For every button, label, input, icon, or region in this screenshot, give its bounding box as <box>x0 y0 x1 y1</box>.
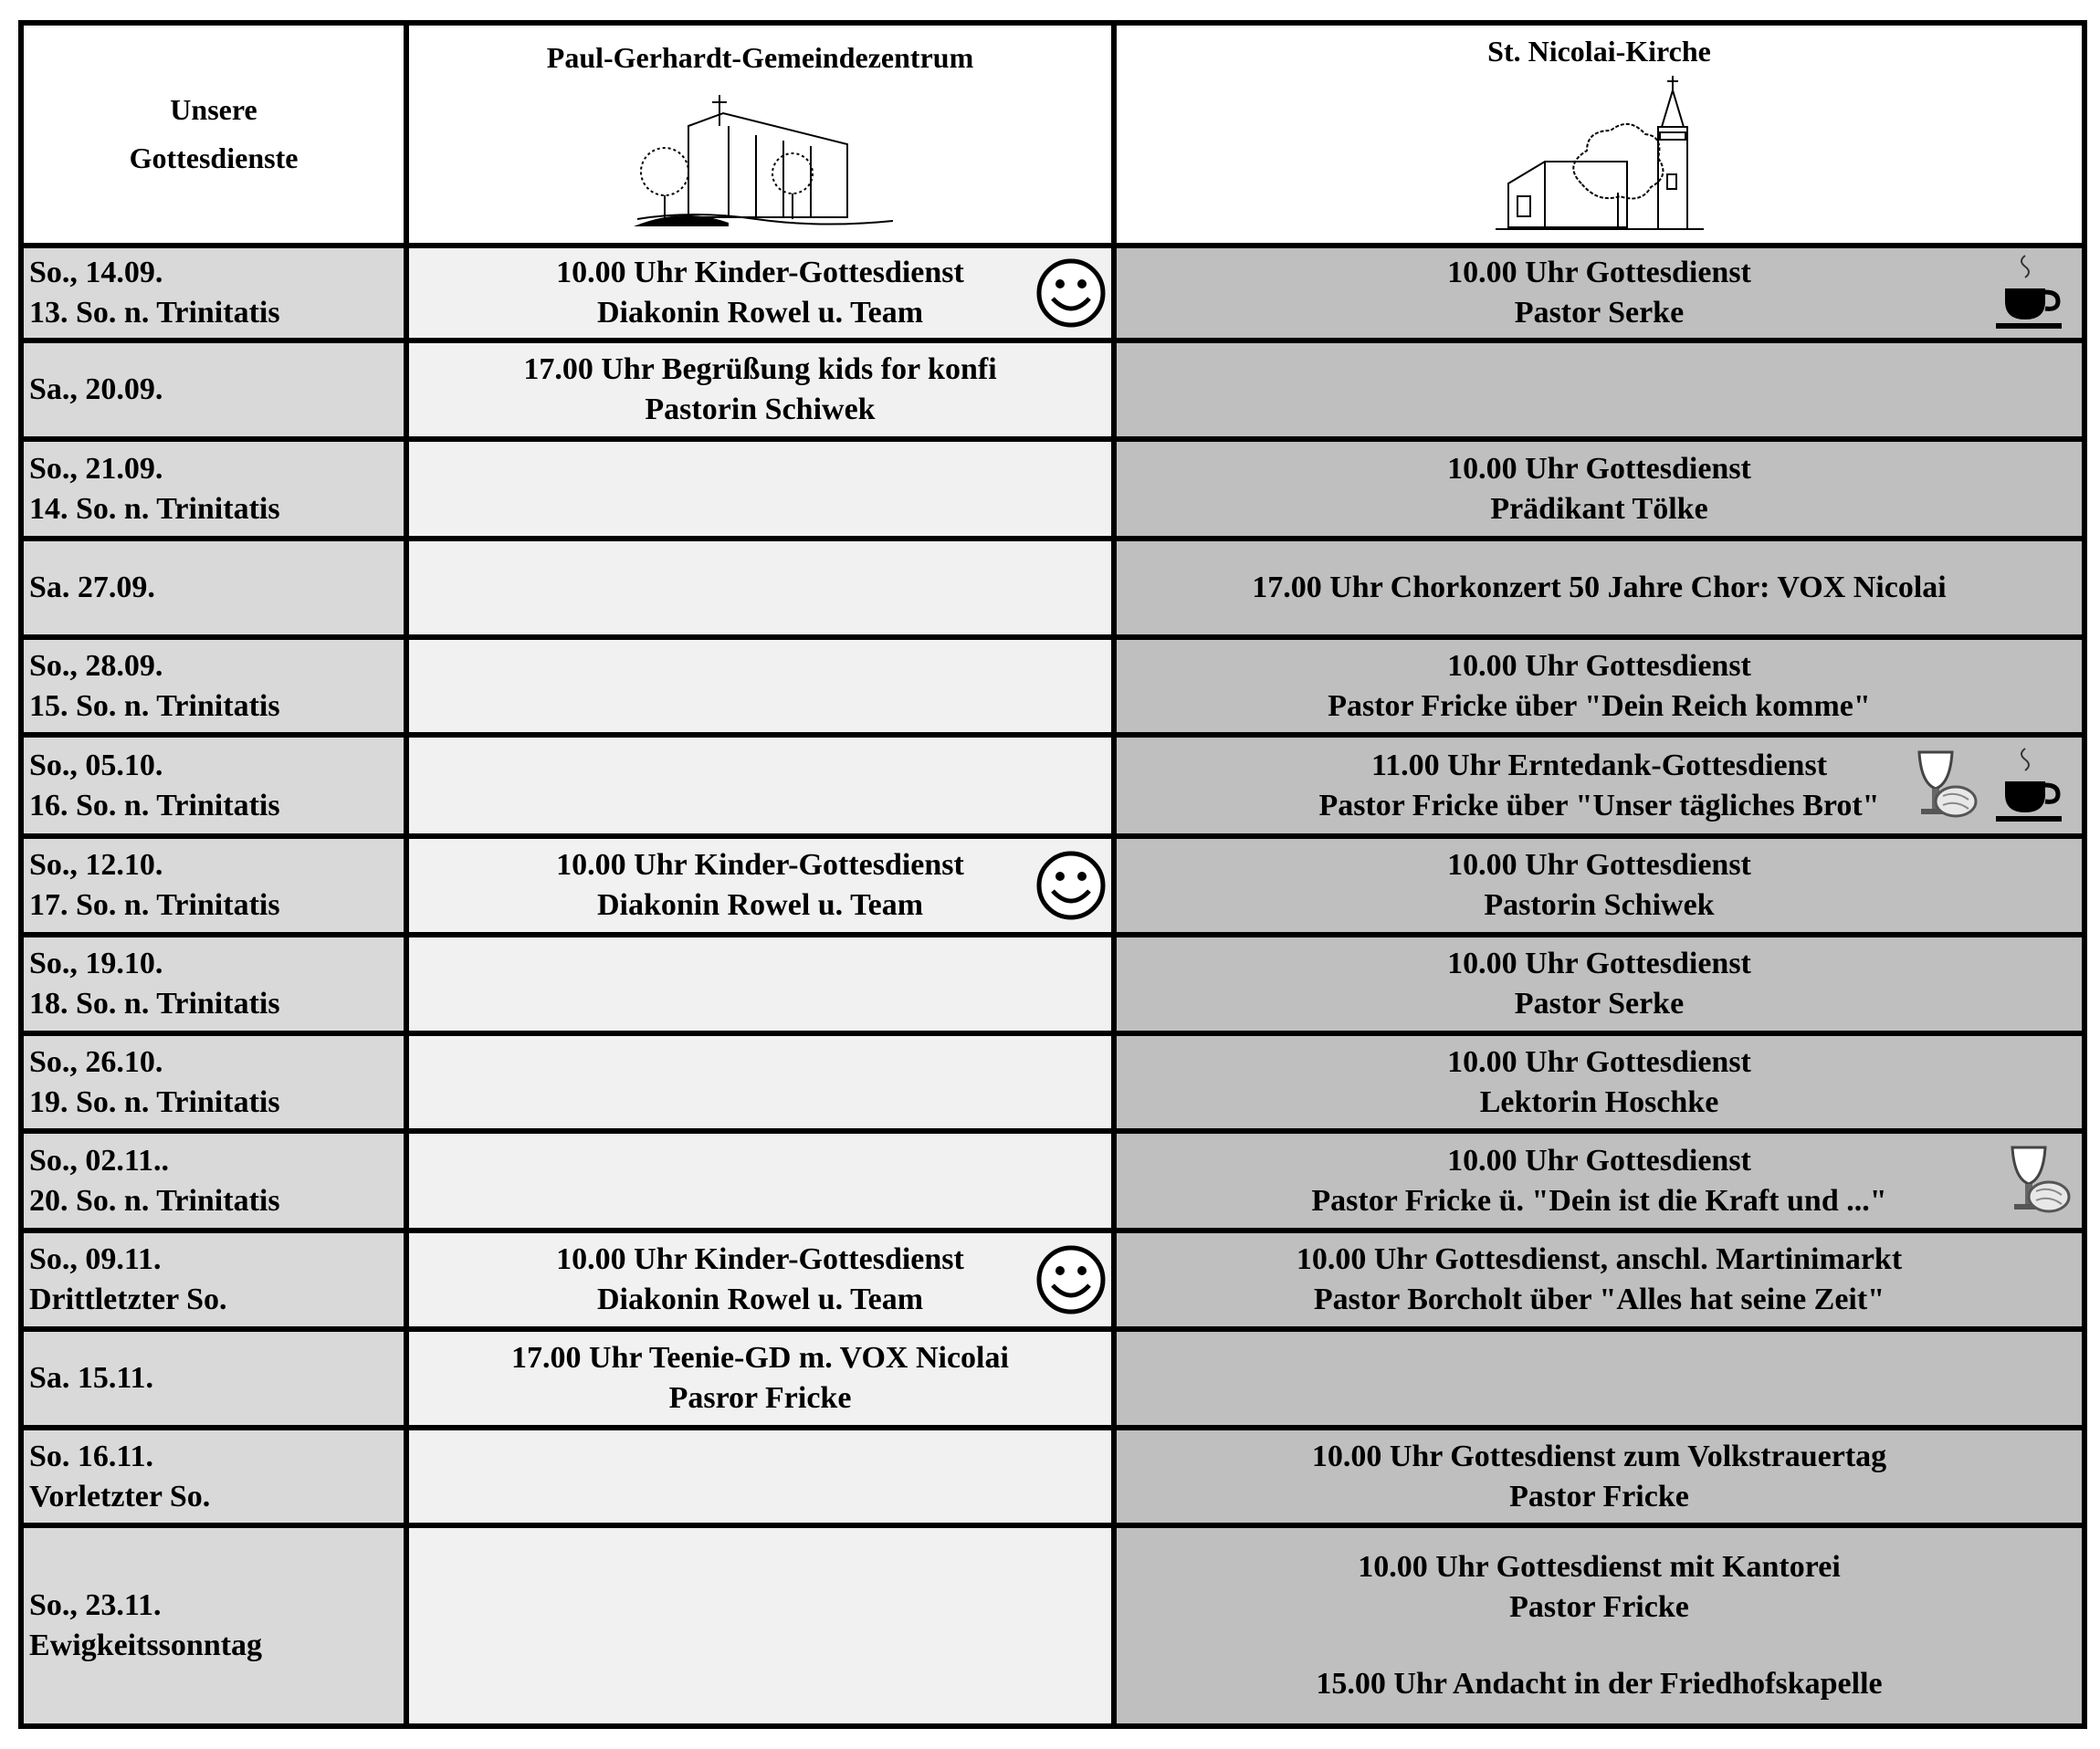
service-date: So., 14.09. <box>29 256 163 290</box>
paul-gerhardt-cell <box>406 439 1114 539</box>
schedule-row <box>21 1131 2084 1231</box>
liturgical-day: 16. So. n. Trinitatis <box>29 788 280 822</box>
service-date: Sa. 15.11. <box>29 1360 154 1395</box>
pg-service-leader: Diakonin Rowel u. Team <box>596 1283 924 1317</box>
paul-gerhardt-cell <box>406 539 1114 637</box>
paul-gerhardt-cell <box>406 1033 1114 1132</box>
date-cell <box>21 1231 406 1329</box>
paul-gerhardt-cell <box>406 1525 1114 1726</box>
pg-service-leader: Pastorin Schiwek <box>645 393 876 427</box>
st-nicolai-cell <box>1114 1231 2084 1329</box>
date-cell <box>21 340 406 439</box>
date-cell <box>21 1131 406 1231</box>
pg-service-leader: Diakonin Rowel u. Team <box>596 888 924 923</box>
schedule-row <box>21 836 2084 935</box>
schedule-row <box>21 1329 2084 1428</box>
st-nicolai-cell <box>1114 439 2084 539</box>
nc-service-leader: Lektorin Hoschke <box>1479 1084 1719 1119</box>
church-drawing-icon <box>1490 74 1709 233</box>
schedule-row <box>21 1525 2084 1726</box>
st-nicolai-cell <box>1114 735 2084 836</box>
pg-service-title: 17.00 Uhr Begrüßung kids for konfi <box>523 352 997 387</box>
schedule-row <box>21 340 2084 439</box>
st-nicolai-cell <box>1114 340 2084 439</box>
date-cell <box>21 935 406 1033</box>
paul-gerhardt-cell <box>406 836 1114 935</box>
paul-gerhardt-cell <box>406 637 1114 736</box>
paul-gerhardt-cell <box>406 340 1114 439</box>
nc-service-leader: Pastor Fricke über "Dein Reich komme" <box>1328 688 1871 723</box>
nc-service-title: 10.00 Uhr Gottesdienst <box>1447 1143 1751 1178</box>
nc-service-leader: Pastor Fricke <box>1509 1479 1689 1513</box>
coffee-cup-icon <box>1992 252 2065 334</box>
smiley-icon <box>1034 849 1108 922</box>
service-date: So., 19.10. <box>29 946 163 980</box>
date-cell <box>21 1428 406 1526</box>
communion-chalice-icon <box>2000 1140 2073 1222</box>
liturgical-day: Ewigkeitssonntag <box>29 1629 263 1663</box>
coffee-cup-icon <box>1992 745 2065 827</box>
date-cell <box>21 1329 406 1428</box>
date-cell <box>21 539 406 637</box>
nc-service-title: 10.00 Uhr Gottesdienst <box>1447 648 1751 683</box>
nc-service-title: 10.00 Uhr Gottesdienst, anschl. Martinimarkt <box>1296 1242 1903 1277</box>
date-cell <box>21 637 406 736</box>
nc-service-title: 17.00 Uhr Chorkonzert 50 Jahre Chor: VOX Nicolai <box>1252 570 1947 604</box>
worship-schedule-table <box>18 20 2087 1729</box>
st-nicolai-cell <box>1114 1329 2084 1428</box>
nc-service-leader: Pastor Serke <box>1514 986 1685 1021</box>
nc-service-title: 11.00 Uhr Erntedank-Gottesdienst <box>1370 748 1828 782</box>
st-nicolai-cell <box>1114 1131 2084 1231</box>
liturgical-day: 13. So. n. Trinitatis <box>29 296 280 330</box>
st-nicolai-cell <box>1114 637 2084 736</box>
liturgical-day: 15. So. n. Trinitatis <box>29 688 280 723</box>
nc-service-leader: Prädikant Tölke <box>1490 491 1708 526</box>
st-nicolai-cell <box>1114 836 2084 935</box>
nc-service-title: 10.00 Uhr Gottesdienst mit Kantorei <box>1358 1550 1841 1585</box>
liturgical-day: 20. So. n. Trinitatis <box>29 1183 280 1218</box>
liturgical-day: 17. So. n. Trinitatis <box>29 888 280 923</box>
smiley-icon <box>1034 1243 1108 1316</box>
liturgical-day: 18. So. n. Trinitatis <box>29 986 280 1021</box>
nc-service-title: 10.00 Uhr Gottesdienst <box>1447 946 1751 980</box>
service-date: Sa. 27.09. <box>29 570 155 604</box>
pg-service-title: 17.00 Uhr Teenie-GD m. VOX Nicolai <box>511 1340 1009 1375</box>
pg-service-title: 10.00 Uhr Kinder-Gottesdienst <box>556 848 964 883</box>
nc-service-leader: Pastor Borcholt über "Alles hat seine Zeit" <box>1313 1283 1885 1317</box>
paul-gerhardt-cell <box>406 1131 1114 1231</box>
paul-gerhardt-cell <box>406 735 1114 836</box>
schedule-row <box>21 1231 2084 1329</box>
st-nicolai-cell <box>1114 1033 2084 1132</box>
nc-service-leader: Pastor Fricke <box>1509 1590 1689 1625</box>
schedule-row <box>21 246 2084 341</box>
corner-line1: Unsere <box>170 92 257 126</box>
paul-gerhardt-cell <box>406 1231 1114 1329</box>
nc-service-leader: Pastor Serke <box>1514 296 1685 330</box>
col2-title: St. Nicolai-Kirche <box>1487 35 1711 68</box>
service-date: So., 26.10. <box>29 1044 163 1079</box>
schedule-row <box>21 439 2084 539</box>
service-date: So., 21.09. <box>29 451 163 486</box>
date-cell <box>21 439 406 539</box>
date-cell <box>21 836 406 935</box>
st-nicolai-cell <box>1114 1428 2084 1526</box>
nc-service-leader: Pastor Fricke über "Unser tägliches Brot" <box>1318 788 1880 822</box>
st-nicolai-cell <box>1114 1525 2084 1726</box>
nc-service-title: 10.00 Uhr Gottesdienst <box>1447 256 1751 290</box>
communion-chalice-icon <box>1906 745 1979 827</box>
nc-service-leader: Pastor Fricke ü. "Dein ist die Kraft und ..." <box>1311 1183 1887 1218</box>
st-nicolai-cell <box>1114 539 2084 637</box>
paul-gerhardt-cell <box>406 246 1114 341</box>
service-date: So., 23.11. <box>29 1588 162 1623</box>
paul-gerhardt-cell <box>406 1329 1114 1428</box>
pg-service-leader: Pasror Fricke <box>668 1380 852 1415</box>
liturgical-day: Vorletzter So. <box>29 1479 211 1513</box>
paul-gerhardt-cell <box>406 1428 1114 1526</box>
service-date: So. 16.11. <box>29 1439 154 1473</box>
st-nicolai-cell <box>1114 246 2084 341</box>
liturgical-day: Drittletzter So. <box>29 1283 227 1317</box>
date-cell <box>21 735 406 836</box>
date-cell <box>21 1525 406 1726</box>
smiley-icon <box>1034 257 1108 330</box>
nc-service-title: 10.00 Uhr Gottesdienst <box>1447 451 1751 486</box>
liturgical-day: 14. So. n. Trinitatis <box>29 491 280 526</box>
service-date: So., 02.11.. <box>29 1143 170 1178</box>
date-cell <box>21 1033 406 1132</box>
service-date: So., 09.11. <box>29 1242 162 1277</box>
schedule-row <box>21 539 2084 637</box>
nc-service-title: 10.00 Uhr Gottesdienst <box>1447 1044 1751 1079</box>
schedule-row <box>21 935 2084 1033</box>
schedule-row <box>21 1033 2084 1132</box>
service-date: So., 28.09. <box>29 648 163 683</box>
nc-extra-service: 15.00 Uhr Andacht in der Friedhofskapelle <box>1316 1667 1883 1702</box>
nc-service-leader: Pastorin Schiwek <box>1484 888 1715 923</box>
header-paul-gerhardt <box>406 23 1114 246</box>
pg-service-leader: Diakonin Rowel u. Team <box>596 296 924 330</box>
paul-gerhardt-cell <box>406 935 1114 1033</box>
schedule-row <box>21 735 2084 836</box>
service-date: So., 12.10. <box>29 848 163 883</box>
header-row <box>21 23 2084 246</box>
service-date: Sa., 20.09. <box>29 372 163 407</box>
header-st-nicolai <box>1114 23 2084 246</box>
schedule-row <box>21 637 2084 736</box>
service-date: So., 05.10. <box>29 748 163 782</box>
nc-service-title: 10.00 Uhr Gottesdienst zum Volkstrauertag <box>1311 1439 1887 1473</box>
liturgical-day: 19. So. n. Trinitatis <box>29 1084 280 1119</box>
header-corner <box>21 23 406 246</box>
st-nicolai-cell <box>1114 935 2084 1033</box>
col1-title: Paul-Gerhardt-Gemeindezentrum <box>546 41 974 75</box>
nc-service-title: 10.00 Uhr Gottesdienst <box>1447 848 1751 883</box>
date-cell <box>21 246 406 341</box>
community-center-drawing-icon <box>628 89 893 226</box>
pg-service-title: 10.00 Uhr Kinder-Gottesdienst <box>556 1242 964 1277</box>
pg-service-title: 10.00 Uhr Kinder-Gottesdienst <box>556 256 964 290</box>
schedule-row <box>21 1428 2084 1526</box>
corner-line2: Gottesdienste <box>129 141 299 174</box>
